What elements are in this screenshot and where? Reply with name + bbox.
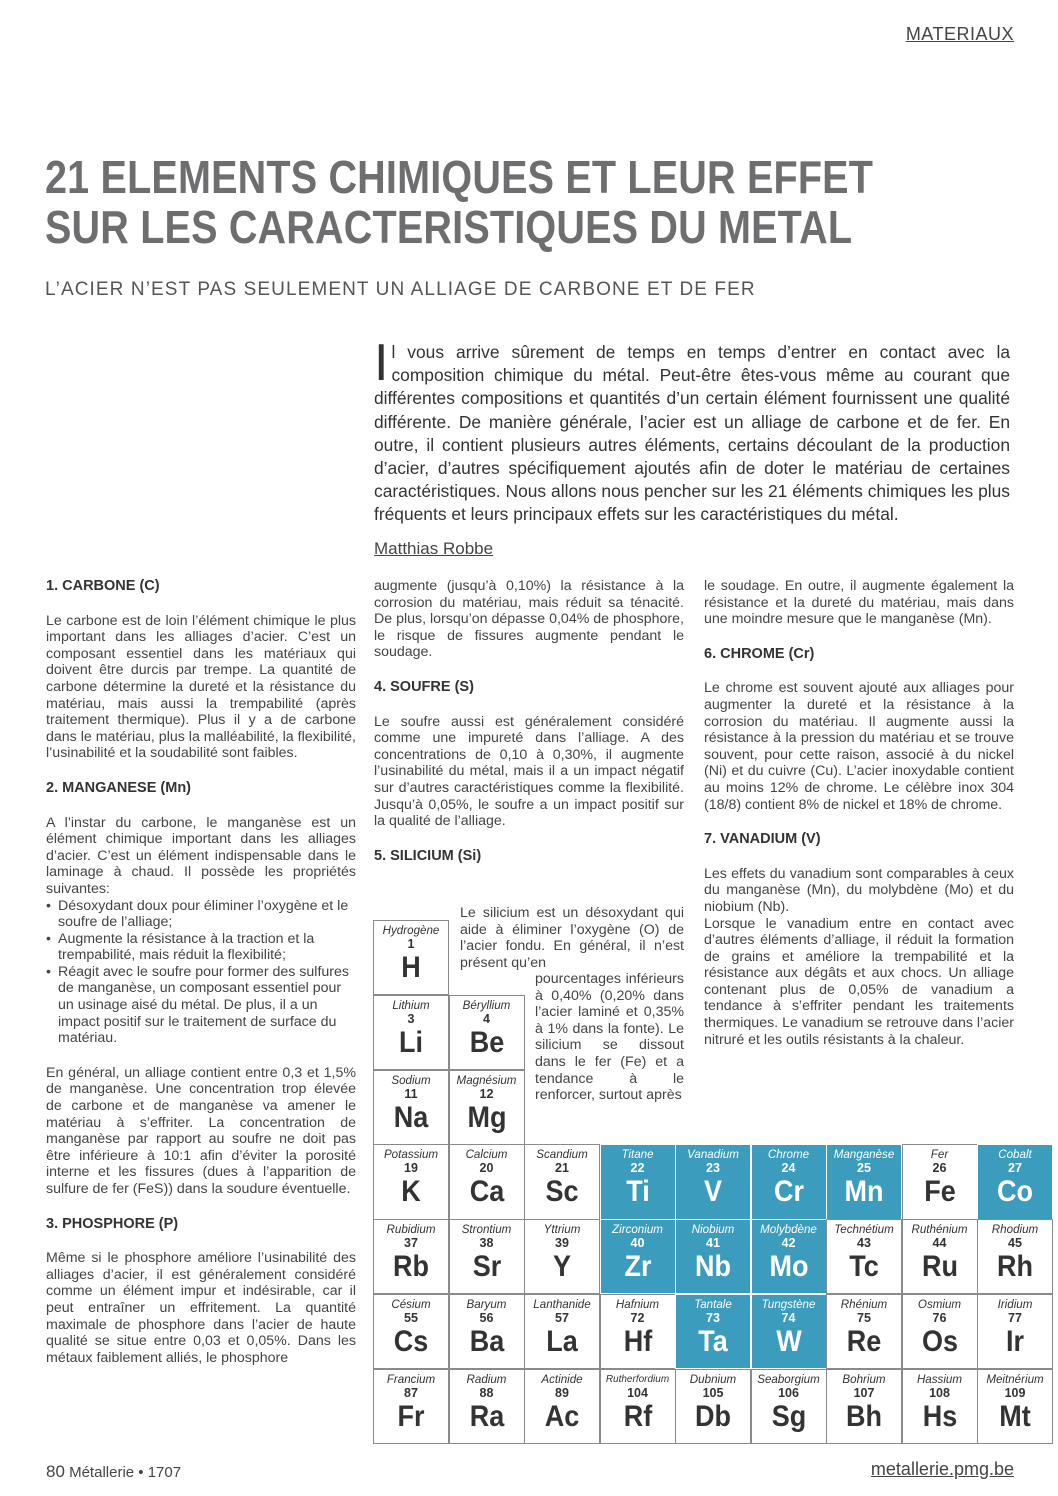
element-cell-rf [600, 1369, 676, 1444]
element-name: Rhénium [840, 1298, 888, 1311]
element-cell-la [524, 1294, 600, 1369]
list-item: • Désoxydant doux pour éliminer l’oxygène et le soufre de l’alliage; [46, 898, 356, 931]
element-name: Chrome [767, 1148, 810, 1162]
element-cell-y [524, 1219, 600, 1294]
paragraph-chrome: Le chrome est souvent ajouté aux alliages pour augmenter la dureté et la résistance à la corrosion du matériau. Il augmente aussi la résistance à la pression du matériau et se trouve souvent, pour cette raison, associé à du nickel (Ni) et du cuivre (Cu). L’acier inoxydable contient au moins 12% de chrome. Le célèbre inox 304 (18/8) contient 8% de nickel et 18% de chrome. [704, 680, 1014, 813]
element-number: 44 [932, 1236, 947, 1251]
element-name: Sodium [391, 1073, 431, 1087]
element-name: Ruthénium [911, 1223, 968, 1237]
element-name: Hassium [916, 1372, 963, 1386]
manganese-bullets [46, 898, 356, 1047]
element-name: Baryum [466, 1298, 507, 1311]
element-name: Actinide [541, 1372, 583, 1386]
paragraph-manganese-2: En général, un alliage contient entre 0,3 et 1,5% de manganèse. Une concentration trop élevée de carbone et de manganèse va amener le matériau à s’effriter. La concentration de manganèse par rapport au soufre ne doit pas être inférieure à 10:1 afin d’éviter la porosité interne et les fissures (dues à l’apparition de sulfure de fer (FeS)) dans la soudure éventuelle. [46, 1064, 356, 1197]
element-number: 27 [1008, 1161, 1022, 1176]
element-symbol: Ru [921, 1250, 958, 1284]
element-name: Césium [391, 1298, 431, 1311]
paragraph-soufre: Le soufre aussi est généralement considéré comme une impureté dans l’alliage. A des concentrations de 0,10 à 0,30%, il augmente l’usinabilité du métal, mais il a un impact négatif sur d’autres caractéristiques comme la flexibilité. Jusqu’à 0,05%, le soufre a un impact positif sur la qualité de l’alliage. [374, 713, 684, 830]
drop-cap: I [374, 334, 389, 392]
element-symbol: Fr [397, 1399, 425, 1433]
element-number: 42 [781, 1236, 796, 1251]
column-2 [374, 578, 684, 882]
element-number: 77 [1008, 1311, 1022, 1325]
element-name: Vanadium [687, 1148, 739, 1162]
element-symbol: Ti [625, 1175, 650, 1209]
element-cell-ca [449, 1144, 525, 1219]
element-cell-os [902, 1294, 978, 1369]
element-number: 22 [630, 1161, 645, 1176]
column-1 [46, 578, 356, 1384]
element-number: 11 [404, 1086, 418, 1101]
element-name: Technétium [834, 1223, 894, 1237]
element-cell-sc [524, 1144, 600, 1219]
element-cell-li [373, 995, 449, 1070]
element-name: Francium [386, 1372, 436, 1386]
element-cell-mn [826, 1144, 902, 1219]
element-cell-ti [600, 1144, 676, 1219]
element-cell-k [373, 1144, 449, 1219]
element-name: Lithium [392, 998, 430, 1012]
paragraph-carbone: Le carbone est de loin l’élément chimique le plus important dans les alliages d’acier. C’est un composant essentiel dans les matériaux qui doivent être durcis par trempe. La quantité de carbone détermine la dureté et la résistance du matériau, mais aussi la trempabilité (après traitement thermique). Plus il y a de carbone dans le matériau, plus la malléabilité, la flexibilité, l’usinabilité et la soudabilité sont faibles. [46, 612, 356, 762]
element-number: 21 [555, 1161, 569, 1176]
element-name: Rubidium [386, 1223, 436, 1237]
element-symbol: Db [695, 1399, 731, 1433]
element-symbol: H [401, 951, 421, 984]
element-number: 55 [404, 1311, 418, 1325]
element-cell-ir [977, 1294, 1053, 1369]
element-cell-ru [902, 1219, 978, 1294]
author-byline[interactable]: Matthias Robbe [374, 539, 494, 558]
element-name: Hafnium [615, 1298, 660, 1311]
element-symbol: Re [846, 1325, 882, 1358]
element-name: Rhodium [991, 1223, 1039, 1237]
element-name: Strontium [461, 1223, 512, 1237]
element-symbol: Zr [624, 1250, 651, 1284]
element-symbol: Ra [469, 1399, 504, 1433]
element-symbol: Ca [469, 1175, 504, 1209]
paragraph-phosphore-cont: augmente (jusqu’à 0,10%) la résistance à la corrosion du matériau, mais réduit sa ténacité. De plus, lorsqu’on dépasse 0,04% de phosphore, le risque de fissures augmente pendant le soudage. [374, 578, 684, 661]
intro-text: l vous arrive sûrement de temps en temps d’entrer en contact avec la composition chimique du métal. Peut-être êtes-vous même au courant que différentes compositions et quantités d’un certain élément fournissent une qualité différente. De manière générale, l’acier est un alliage de carbone et de fer. En outre, il contient plusieurs autres éléments, certains découlant de la production d’acier, d’autres spécifiquement ajoutés afin de doter le matériau de certaines caractéristiques. Nous allons nous pencher sur les 21 éléments chimiques les plus fréquents et leurs principaux effets sur les caractéristiques du métal. [374, 342, 1010, 525]
page-subtitle: L’ACIER N’EST PAS SEULEMENT UN ALLIAGE DE CARBONE ET DE FER [45, 279, 756, 300]
element-cell-ta [675, 1294, 751, 1369]
element-symbol: Li [398, 1025, 423, 1059]
element-name: Titane [621, 1148, 654, 1162]
element-cell-rb [373, 1219, 449, 1294]
element-cell-bh [826, 1369, 902, 1444]
element-number: 104 [627, 1385, 648, 1400]
element-number: 106 [778, 1385, 799, 1400]
element-number: 74 [781, 1311, 796, 1325]
element-cell-sg [751, 1369, 827, 1444]
element-name: Béryllium [462, 998, 511, 1012]
title-line-1: 21 ELEMENTS CHIMIQUES ET LEUR EFFET [45, 151, 874, 203]
element-symbol: Tc [849, 1250, 879, 1284]
element-symbol: La [546, 1325, 578, 1358]
element-cell-mt [977, 1369, 1053, 1444]
element-symbol: Sc [545, 1175, 579, 1209]
element-cell-ac [524, 1369, 600, 1444]
element-number: 38 [479, 1236, 494, 1251]
intro-paragraph [374, 334, 1010, 527]
element-name: Magnésium [456, 1073, 517, 1087]
element-symbol: K [401, 1175, 421, 1209]
element-number: 105 [702, 1385, 724, 1400]
element-cell-co [977, 1144, 1053, 1219]
element-symbol: Mo [768, 1250, 808, 1284]
element-name: Fer [930, 1148, 949, 1162]
paragraph-silicium-cont: le soudage. En outre, il augmente également la résistance et la dureté du matériau, mais dans une moindre mesure que le manganèse (Mn). [704, 578, 1014, 628]
element-name: Tungstène [761, 1298, 816, 1311]
element-cell-ba [449, 1294, 525, 1369]
element-symbol: Cs [393, 1325, 429, 1358]
element-name: Zirconium [612, 1223, 663, 1237]
magazine-issue: Métallerie • 1707 [69, 1464, 182, 1481]
element-cell-cs [373, 1294, 449, 1369]
element-symbol: Ac [544, 1399, 580, 1433]
element-name: Seaborgium [757, 1372, 820, 1386]
element-symbol: Co [997, 1175, 1033, 1209]
element-number: 75 [857, 1311, 871, 1325]
element-symbol: Rh [997, 1250, 1033, 1284]
page-title [45, 151, 874, 253]
element-symbol: Mt [999, 1399, 1031, 1433]
element-symbol: Sr [472, 1250, 501, 1284]
element-symbol: V [703, 1175, 722, 1209]
list-item: • Réagit avec le soufre pour former des sulfures de manganèse, un composant essentiel pour un usinage aisé du métal. De plus, il a un impact positif sur le traitement de surface du matériau. [46, 964, 356, 1047]
element-number: 26 [932, 1161, 947, 1176]
section-tag: MATERIAUX [905, 24, 1014, 44]
element-name: Niobium [691, 1223, 735, 1237]
element-cell-rh [977, 1219, 1053, 1294]
element-symbol: Mg [466, 1100, 506, 1134]
element-name: Scandium [536, 1148, 588, 1162]
element-symbol: Mn [844, 1175, 884, 1209]
element-symbol: Rb [393, 1250, 429, 1284]
element-number: 76 [932, 1311, 947, 1325]
element-number: 88 [479, 1385, 494, 1400]
element-name: Yttrium [543, 1223, 581, 1237]
element-symbol: Hs [922, 1399, 957, 1433]
element-name: Manganèse [833, 1148, 895, 1162]
element-cell-ra [449, 1369, 525, 1444]
element-symbol: Na [393, 1100, 429, 1134]
element-name: Iridium [997, 1298, 1033, 1311]
element-name: Radium [466, 1372, 507, 1386]
element-number: 107 [853, 1385, 875, 1400]
element-cell-hs [902, 1369, 978, 1444]
element-number: 4 [483, 1011, 490, 1026]
element-symbol: Bh [846, 1399, 882, 1433]
element-number: 23 [706, 1161, 720, 1176]
element-number: 72 [630, 1311, 645, 1325]
element-cell-db [675, 1369, 751, 1444]
element-number: 3 [407, 1011, 415, 1026]
paragraph-manganese: A l’instar du carbone, le manganèse est un élément chimique important dans les alliages d’acier. C’est un élément indispensable dans le laminage à chaud. Il possède les propriétés suivantes: [46, 814, 356, 897]
element-name: Tantale [694, 1298, 732, 1311]
paragraph-phosphore: Même si le phosphore améliore l’usinabilité des alliages d’acier, il est généralement considéré comme un élément impur et indésirable, car il peut entraîner un effritement. La quantité maximale de phosphore dans l’acier de haute qualité se situe entre 0,03 et 0,05%. Dans les métaux faiblement alliés, le phosphore [46, 1250, 356, 1366]
element-symbol: Os [921, 1325, 958, 1358]
element-number: 25 [857, 1161, 871, 1176]
element-symbol: Cr [773, 1175, 804, 1209]
element-name: Osmium [917, 1298, 962, 1311]
element-cell-v [675, 1144, 751, 1219]
element-symbol: Hf [623, 1325, 652, 1358]
heading-silicium: 5. SILICIUM (Si) [374, 847, 482, 864]
heading-carbone: 1. CARBONE (C) [46, 578, 160, 594]
element-number: 37 [404, 1236, 418, 1251]
element-cell-h [373, 920, 449, 995]
element-symbol: Ta [698, 1325, 728, 1358]
element-symbol: Fe [923, 1175, 956, 1209]
element-name: Bohrium [842, 1372, 886, 1386]
element-number: 40 [630, 1236, 645, 1251]
element-cell-tc [826, 1219, 902, 1294]
element-number: 87 [404, 1385, 418, 1400]
element-number: 43 [857, 1236, 871, 1251]
element-number: 73 [706, 1311, 720, 1325]
element-number: 12 [479, 1086, 494, 1101]
element-symbol: Ir [1005, 1325, 1024, 1358]
paragraph-silicium-2: pourcentages inférieurs à 0,40% (0,20% dans l’acier laminé et 0,35% à 1% dans la fonte). Le silicium se dissout dans le fer (Fe) et a tendance à le renforcer, surtout après [535, 971, 684, 1104]
element-number: 108 [929, 1385, 950, 1400]
element-cell-fe [902, 1144, 978, 1219]
element-cell-w [751, 1294, 827, 1369]
element-cell-be [449, 995, 525, 1070]
element-name: Lanthanide [533, 1298, 591, 1311]
element-cell-mo [751, 1219, 827, 1294]
column-3 [704, 578, 1014, 1066]
element-number: 45 [1008, 1236, 1022, 1251]
element-number: 1 [407, 937, 415, 951]
element-cell-mg [449, 1070, 525, 1145]
element-cell-hf [600, 1294, 676, 1369]
element-cell-cr [751, 1144, 827, 1219]
element-name: Rutherfordium [605, 1373, 670, 1385]
element-cell-na [373, 1070, 449, 1145]
element-number: 19 [404, 1161, 418, 1176]
element-symbol: Sg [771, 1399, 806, 1433]
heading-chrome: 6. CHROME (Cr) [704, 645, 815, 662]
element-number: 109 [1004, 1385, 1026, 1400]
element-name: Meitnérium [986, 1372, 1044, 1386]
page-number: 80 [46, 1462, 65, 1481]
element-number: 39 [555, 1236, 569, 1251]
heading-manganese: 2. MANGANESE (Mn) [46, 779, 191, 796]
element-cell-fr [373, 1369, 449, 1444]
element-cell-zr [600, 1219, 676, 1294]
element-number: 20 [479, 1161, 494, 1176]
element-name: Potassium [383, 1148, 439, 1162]
element-cell-nb [675, 1219, 751, 1294]
element-symbol: Ba [469, 1325, 504, 1358]
element-symbol: Y [552, 1250, 571, 1284]
element-name: Hydrogène [382, 924, 440, 937]
heading-phosphore: 3. PHOSPHORE (P) [46, 1215, 179, 1232]
element-cell-sr [449, 1219, 525, 1294]
element-number: 41 [706, 1236, 720, 1251]
element-symbol: Rf [623, 1399, 652, 1433]
element-name: Molybdène [760, 1223, 817, 1237]
footer-page-info [46, 1462, 181, 1482]
title-line-2: SUR LES CARACTERISTIQUES DU METAL [45, 201, 853, 253]
element-name: Calcium [465, 1148, 508, 1162]
list-item: • Augmente la résistance à la traction et la trempabilité, mais réduit la flexibilité; [46, 931, 356, 964]
heading-soufre: 4. SOUFRE (S) [374, 678, 474, 695]
element-symbol: Be [469, 1025, 504, 1059]
heading-vanadium: 7. VANADIUM (V) [704, 831, 821, 848]
element-number: 24 [781, 1161, 796, 1176]
footer-website-link[interactable]: metallerie.pmg.be [870, 1459, 1014, 1479]
element-symbol: Nb [695, 1250, 731, 1284]
element-symbol: W [775, 1325, 802, 1358]
element-name: Dubnium [689, 1372, 737, 1386]
element-number: 57 [555, 1311, 569, 1325]
paragraph-silicium-1: Le silicium est un désoxydant qui aide à éliminer l’oxygène (O) de l’acier fondu. En général, il n’est présent qu’en [460, 905, 684, 971]
element-number: 56 [479, 1311, 494, 1325]
paragraph-vanadium-1: Les effets du vanadium sont comparables à ceux du manganèse (Mn), du molybdène (Mo) et du niobium (Nb). [704, 865, 1014, 915]
element-name: Cobalt [998, 1148, 1032, 1162]
paragraph-vanadium-2: Lorsque le vanadium entre en contact avec d’autres éléments d’alliage, il réduit la formation de grains et améliore la trempabilité et la résistance aux dégâts et aux chocs. Un alliage contenant plus de 0,05% de vanadium a tendance à s’effriter pendant les traitements thermiques. Le vanadium se retrouve dans l’acier nitruré et les outils résistants à la chaleur. [704, 915, 1014, 1048]
element-cell-re [826, 1294, 902, 1369]
element-number: 89 [555, 1385, 569, 1400]
